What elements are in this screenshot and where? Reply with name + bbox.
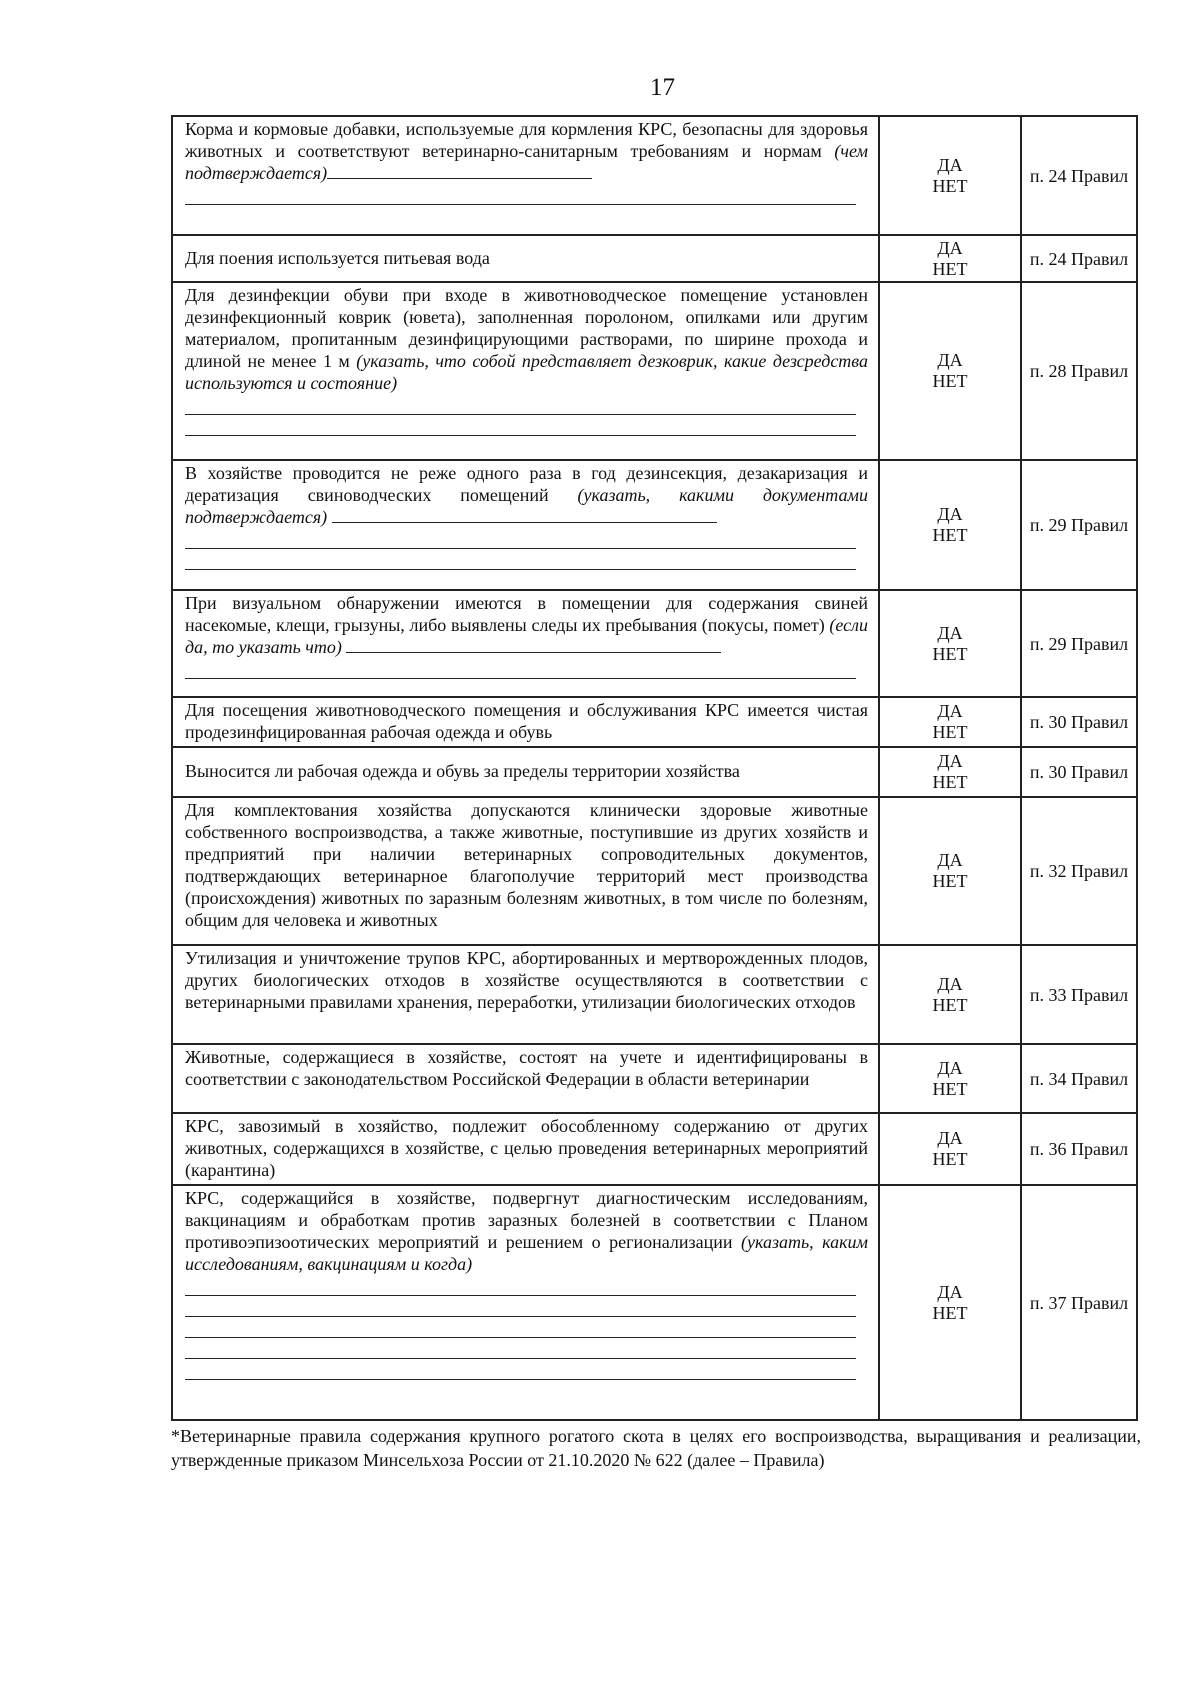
rule-reference: п. 37 Правил	[1021, 1185, 1137, 1420]
rule-reference: п. 34 Правил	[1021, 1044, 1137, 1113]
rule-reference: п. 30 Правил	[1021, 697, 1137, 747]
table-row	[172, 590, 1137, 697]
answer-no[interactable]: НЕТ	[932, 371, 968, 391]
answer-fill-line[interactable]	[185, 1296, 856, 1317]
answer-fill-line[interactable]	[185, 549, 856, 570]
table-row	[172, 797, 1137, 945]
table-row	[172, 460, 1137, 590]
requirement-cell	[172, 590, 879, 697]
rule-reference: п. 33 Правил	[1021, 945, 1137, 1044]
answer-fill-line[interactable]	[185, 184, 856, 205]
answer-yes[interactable]: ДА	[937, 350, 963, 370]
answer-fill-line[interactable]	[346, 636, 721, 653]
rule-reference: п. 32 Правил	[1021, 797, 1137, 945]
table-row	[172, 1044, 1137, 1113]
answer-yes[interactable]: ДА	[937, 701, 963, 721]
rule-reference: п. 24 Правил	[1021, 235, 1137, 282]
requirement-hint: (указать, каким исследованиям, вакцинациям и когда)	[185, 1232, 868, 1274]
table-row	[172, 235, 1137, 282]
requirement-hint: (чем подтверждается)	[185, 141, 868, 183]
requirement-cell	[172, 1044, 879, 1113]
answer-yes[interactable]: ДА	[937, 154, 963, 175]
answer-yes[interactable]: ДА	[937, 1128, 963, 1148]
answer-no[interactable]: НЕТ	[932, 175, 968, 196]
requirement-cell	[172, 282, 879, 460]
requirement-cell	[172, 747, 879, 797]
answer-no[interactable]: НЕТ	[932, 643, 968, 664]
answer-fill-line[interactable]	[185, 528, 856, 549]
requirement-text: Утилизация и уничтожение трупов КРС, абортированных и мертворожденных плодов, других биологических отходов в хозяйстве осуществляются в соответствии с ветеринарными правилами хранения, переработки, утилизации биологических отходов	[185, 948, 868, 1012]
checklist-table	[171, 115, 1138, 1421]
answer-options	[879, 747, 1021, 797]
rule-reference: п. 28 Правил	[1021, 282, 1137, 460]
table-row	[172, 945, 1137, 1044]
requirement-cell	[172, 235, 879, 282]
table-row	[172, 1113, 1137, 1185]
table-row	[172, 116, 1137, 235]
requirement-cell	[172, 1185, 879, 1420]
requirement-hint: (указать, что собой представляет дезковрик, какие дезсредства используются и состояние)	[185, 351, 868, 393]
answer-fill-line[interactable]	[185, 1275, 856, 1296]
answer-fill-line[interactable]	[185, 1359, 856, 1380]
requirement-cell	[172, 1113, 879, 1185]
rule-reference: п. 29 Правил	[1021, 460, 1137, 590]
answer-fill-line[interactable]	[327, 162, 592, 179]
requirement-text: КРС, завозимый в хозяйство, подлежит обособленному содержанию от других животных, содержащихся в хозяйстве, с целью проведения ветеринарных мероприятий (карантина)	[185, 1116, 868, 1180]
answer-no[interactable]: НЕТ	[932, 871, 968, 891]
table-row	[172, 747, 1137, 797]
answer-options	[879, 116, 1021, 235]
answer-no[interactable]: НЕТ	[932, 722, 968, 742]
answer-no[interactable]: НЕТ	[932, 1302, 968, 1323]
requirement-text: Для дезинфекции обуви при входе в животноводческое помещение установлен дезинфекционный коврик (ювета), заполненная поролоном, опилками или другим материалом, пропитанным дезинфицирующими растворами, по ширине прохода и длиной не менее 1 м	[185, 285, 868, 371]
answer-no[interactable]: НЕТ	[932, 1078, 968, 1099]
page-number: 17	[650, 74, 675, 101]
requirement-text: КРС, содержащийся в хозяйстве, подвергнут диагностическим исследованиям, вакцинациям и обработкам против заразных болезней в соответствии с Планом противоэпизоотических мероприятий и решением о регионализации	[185, 1188, 868, 1252]
answer-no[interactable]: НЕТ	[932, 258, 968, 279]
requirement-text: Для посещения животноводческого помещения и обслуживания КРС имеется чистая продезинфицированная рабочая одежда и обувь	[185, 700, 868, 742]
requirement-text: При визуальном обнаружении имеются в помещении для содержания свиней насекомые, клещи, грызуны, либо выявлены следы их пребывания (покусы, помет)	[185, 593, 868, 635]
table-row	[172, 697, 1137, 747]
answer-fill-line[interactable]	[185, 658, 856, 679]
requirement-text: Выносится ли рабочая одежда и обувь за пределы территории хозяйства	[185, 761, 740, 781]
requirement-cell	[172, 697, 879, 747]
table-row	[172, 282, 1137, 460]
requirement-hint: (если да, то указать что)	[185, 615, 868, 657]
answer-options	[879, 460, 1021, 590]
requirement-text: Животные, содержащиеся в хозяйстве, состоят на учете и идентифицированы в соответствии с законодательством Российской Федерации в области ветеринарии	[185, 1047, 868, 1089]
requirement-cell	[172, 116, 879, 235]
answer-fill-line[interactable]	[185, 1338, 856, 1359]
answer-fill-line[interactable]	[332, 506, 717, 523]
answer-options	[879, 282, 1021, 460]
answer-yes[interactable]: ДА	[937, 504, 963, 524]
answer-fill-line[interactable]	[185, 394, 856, 415]
answer-yes[interactable]: ДА	[937, 751, 963, 771]
answer-no[interactable]: НЕТ	[932, 525, 968, 545]
table-row	[172, 1185, 1137, 1420]
answer-options	[879, 1044, 1021, 1113]
answer-no[interactable]: НЕТ	[932, 772, 968, 792]
requirement-cell	[172, 945, 879, 1044]
requirement-text: В хозяйстве проводится не реже одного раза в год дезинсекция, дезакаризация и дератизация свиноводческих помещений	[185, 463, 868, 505]
answer-options	[879, 1113, 1021, 1185]
answer-options	[879, 590, 1021, 697]
rule-reference: п. 24 Правил	[1021, 116, 1137, 235]
answer-yes[interactable]: ДА	[937, 622, 963, 643]
answer-fill-line[interactable]	[185, 1317, 856, 1338]
requirement-cell	[172, 797, 879, 945]
answer-fill-line[interactable]	[185, 415, 856, 436]
rule-reference: п. 36 Правил	[1021, 1113, 1137, 1185]
answer-yes[interactable]: ДА	[937, 850, 963, 870]
requirement-cell	[172, 460, 879, 590]
requirement-text: Корма и кормовые добавки, используемые для кормления КРС, безопасны для здоровья животных и соответствуют ветеринарно-санитарным требованиям и нормам	[185, 119, 868, 161]
answer-options	[879, 235, 1021, 282]
requirement-text: Для поения используется питьевая вода	[185, 247, 490, 268]
requirement-text: Для комплектования хозяйства допускаются клинически здоровые животные собственного воспроизводства, а также животные, поступившие из других хозяйств и предприятий при наличии ветеринарных сопроводительных документов, подтверждающих ветеринарное благополучие территорий мест производства (происхождения) животных по заразным болезням животных, в том числе по болезням, общим для человека и животных	[185, 800, 868, 930]
answer-yes[interactable]: ДА	[937, 1281, 963, 1302]
rule-reference: п. 30 Правил	[1021, 747, 1137, 797]
answer-options	[879, 697, 1021, 747]
answer-yes[interactable]: ДА	[937, 1057, 963, 1078]
footnote: *Ветеринарные правила содержания крупного рогатого скота в целях его воспроизводства, выращивания и реализации, утвержденные приказом Минсельхоза России от 21.10.2020 № 622 (далее – Правила)	[171, 1426, 1141, 1470]
rule-reference: п. 29 Правил	[1021, 590, 1137, 697]
requirement-hint: (указать, какими документами подтверждается)	[185, 485, 869, 527]
answer-no[interactable]: НЕТ	[932, 1149, 968, 1169]
answer-yes[interactable]: ДА	[937, 973, 963, 994]
answer-options	[879, 797, 1021, 945]
answer-yes[interactable]: ДА	[937, 237, 963, 258]
answer-no[interactable]: НЕТ	[932, 994, 968, 1015]
answer-options	[879, 1185, 1021, 1420]
answer-options	[879, 945, 1021, 1044]
